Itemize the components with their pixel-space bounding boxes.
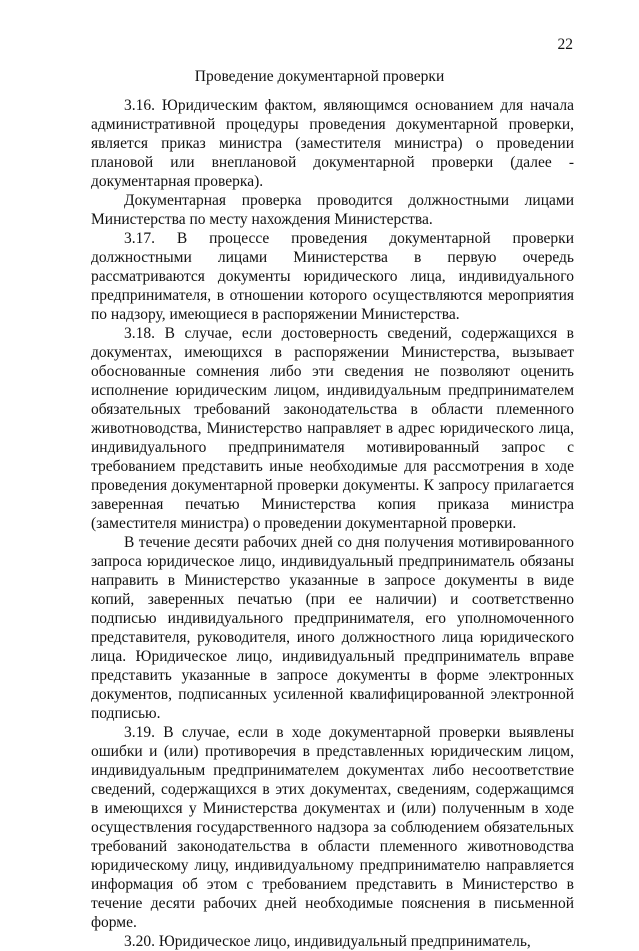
paragraph-3-17: 3.17. В процессе проведения документарной проверки должностными лицами Министерства в первую очередь рассматриваются документы юридического лица, индивидуального предпринимателя, в отношении которого осуществляются мероприятия по надзору, имеющиеся в распоряжении Министерства.: [91, 230, 574, 323]
paragraph-3-19: 3.19. В случае, если в ходе документарной проверки выявлены ошибки и (или) противоречия в представленных юридическим лицом, индивидуальным предпринимателем документах либо несоответствие сведений, содержащихся в этих документах, сведениям, содержащимся в имеющихся у Министерства документах и (или) полученным в ходе осуществления государственного надзора за соблюдением обязательных требований законодательства в области племенного животноводства юридическому лицу, индивидуальному предпринимателю направляется информация об этом с требованием представить в Министерство в течение десяти рабочих дней необходимые пояснения в письменной форме.: [91, 724, 574, 931]
page-number: 22: [557, 36, 573, 53]
document-body: [91, 96, 574, 951]
paragraph-documentary-check-location: Документарная проверка проводится должностными лицами Министерства по месту нахождения Министерства.: [91, 192, 574, 228]
paragraph-ten-working-days: В течение десяти рабочих дней со дня получения мотивированного запроса юридическое лицо, индивидуальный предприниматель обязаны направить в Министерство указанные в запросе документы в виде копий, заверенных печатью (при ее наличии) и соответственно подписью индивидуального предпринимателя, его уполномоченного представителя, руководителя, иного должностного лица юридического лица. Юридическое лицо, индивидуальный предприниматель вправе представить указанные в запросе документы в форме электронных документов, подписанных усиленной квалифицированной электронной подписью.: [91, 534, 574, 722]
paragraph-3-16: 3.16. Юридическим фактом, являющимся основанием для начала административной процедуры проведения документарной проверки, является приказ министра (заместителя министра) о проведении плановой или внеплановой документарной проверки (далее - документарная проверка).: [91, 97, 574, 190]
section-heading: Проведение документарной проверки: [194, 68, 445, 85]
paragraph-3-20: 3.20. Юридическое лицо, индивидуальный предприниматель,: [124, 933, 531, 950]
paragraph-3-18: 3.18. В случае, если достоверность сведений, содержащихся в документах, имеющихся в распоряжении Министерства, вызывает обоснованные сомнения либо эти сведения не позволяют оценить исполнение юридическим лицом, индивидуальным предпринимателем обязательных требований законодательства в области племенного животноводства, Министерство направляет в адрес юридического лица, индивидуального предпринимателя мотивированный запрос с требованием представить иные необходимые для рассмотрения в ходе проведения документарной проверки документы. К запросу прилагается заверенная печатью Министерства копия приказа министра (заместителя министра) о проведении документарной проверки.: [91, 325, 574, 532]
